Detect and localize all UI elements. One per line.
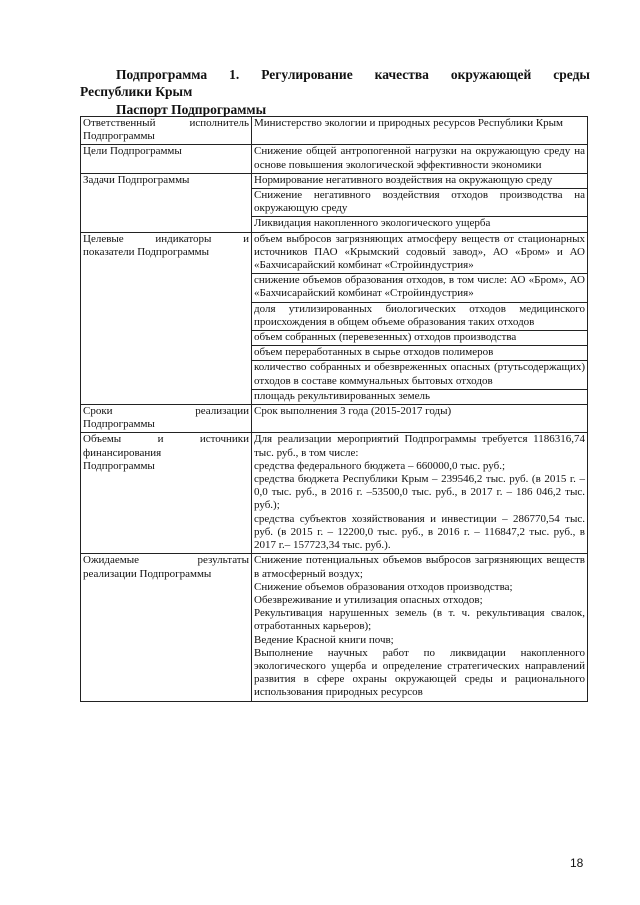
row-value: снижение объемов образования отходов, в том числе: АО «Бром», АО «Бахчисарайский комбинат «Стройиндустрия» xyxy=(252,274,588,302)
row-value: Снижение общей антропогенной нагрузки на окружающую среду на основе повышения экологической эффективности экономики xyxy=(252,145,588,173)
row-value: объем переработанных в сырье отходов полимеров xyxy=(252,346,588,361)
row-value: объем собранных (перевезенных) отходов производства xyxy=(252,331,588,346)
row-value: Нормирование негативного воздействия на окружающую среду xyxy=(252,173,588,188)
row-value: количество собранных и обезвреженных опасных (ртутьсодержащих) отходов в составе коммунальных бытовых отходов xyxy=(252,361,588,389)
row-value: Ликвидация накопленного экологического ущерба xyxy=(252,217,588,232)
row-label: Объемы и источники финансирования Подпрограммы xyxy=(81,433,252,554)
title-line-2: Республики Крым xyxy=(80,84,193,99)
page-number: 18 xyxy=(570,856,584,870)
table-row xyxy=(81,433,588,554)
passport-table xyxy=(80,116,588,702)
row-label: Ожидаемые результаты реализации Подпрограммы xyxy=(81,554,252,701)
table-row xyxy=(81,232,588,274)
row-label: Задачи Подпрограммы xyxy=(81,173,252,232)
passport-heading: Паспорт Подпрограммы xyxy=(116,102,267,117)
table-row xyxy=(81,145,588,173)
row-value: Снижение негативного воздействия отходов производства на окружающую среду xyxy=(252,189,588,217)
row-value: Снижение потенциальных объемов выбросов загрязняющих веществ в атмосферный воздух; Снижение объемов образования отходов производства; Обезвреживание и утилизация опасных отходов; Рекультивация нарушенных земель (в т. ч. рекультивация свалок, отработанных карьеров); Ведение Красной книги почв; Выполнение научных работ по ликвидации накопленного экологического ущерба и определение стратегических направлений развития в сфере охраны окружающей среды и рационального использования природных ресурсов xyxy=(252,554,588,701)
row-value: объем выбросов загрязняющих атмосферу веществ от стационарных источников ПАО «Крымский содовый завод», АО «Бром» и АО «Бахчисарайский комбинат «Стройиндустрия» xyxy=(252,232,588,274)
row-value: Срок выполнения 3 года (2015-2017 годы) xyxy=(252,405,588,433)
row-label: Сроки реализации Подпрограммы xyxy=(81,405,252,433)
row-label: Целевые индикаторы и показатели Подпрограммы xyxy=(81,232,252,404)
table-row xyxy=(81,173,588,188)
row-value: площадь рекультивированных земель xyxy=(252,389,588,404)
row-label: Ответственный исполнитель Подпрограммы xyxy=(81,117,252,145)
document-title xyxy=(80,66,590,118)
title-line-1: Подпрограмма 1. Регулирование качества окружающей среды xyxy=(116,67,590,82)
table-row xyxy=(81,405,588,433)
row-label: Цели Подпрограммы xyxy=(81,145,252,173)
row-value: Министерство экологии и природных ресурсов Республики Крым xyxy=(252,117,588,145)
table-row xyxy=(81,554,588,701)
row-value: доля утилизированных биологических отходов медицинского происхождения в общем объеме образования таких отходов xyxy=(252,302,588,330)
row-value: Для реализации мероприятий Подпрограммы требуется 1186316,74 тыс. руб., в том числе: средства федерального бюджета – 660000,0 тыс. руб.; средства бюджета Республики Крым – 239546,2 тыс. руб. (в 2015 г. – 0,0 тыс. руб., в 2016 г. –53500,0 тыс. руб., в 2017 г. – 186 046,2 тыс. руб.); средства субъектов хозяйствования и инвестиции – 286770,54 тыс. руб. (в 2015 г. – 12200,0 тыс. руб., в 2016 г. – 116847,2 тыс. руб., в 2017 г.– 157723,34 тыс. руб.). xyxy=(252,433,588,554)
table-row xyxy=(81,117,588,145)
